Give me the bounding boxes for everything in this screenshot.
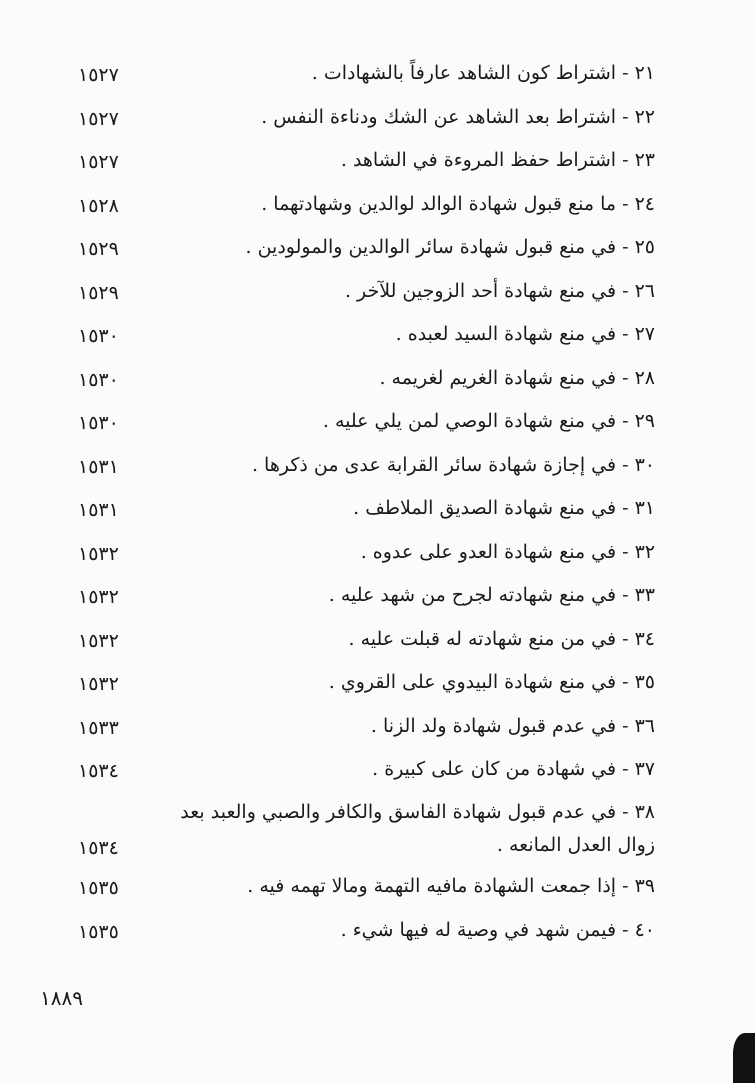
toc-entry <box>0 624 755 664</box>
entry-page-number: ١٥٣٤ <box>78 760 119 782</box>
toc-entry <box>0 797 755 879</box>
toc-entry <box>0 102 755 142</box>
entry-page-number: ١٥٣٢ <box>78 543 119 565</box>
entry-title: ٣٨ - في عدم قبول شهادة الفاسق والكافر والصبي والعبد بعد زوال العدل المانعه . <box>180 801 655 856</box>
entry-title: ٣٥ - في منع شهادة البيدوي على القروي . <box>328 671 655 693</box>
entry-title: ٢٧ - في منع شهادة السيد لعبده . <box>395 323 655 345</box>
entry-page-number: ١٥٣٢ <box>78 673 119 695</box>
entry-page-number: ١٥٢٧ <box>78 151 119 173</box>
entry-page-number: ١٥٢٩ <box>78 282 119 304</box>
toc-entry <box>0 189 755 229</box>
folio-page-number: ١٨٨٩ <box>40 986 83 1010</box>
entry-title: ٣٦ - في عدم قبول شهادة ولد الزنا . <box>370 715 655 737</box>
toc-entry <box>0 580 755 620</box>
entry-page-number: ١٥٣٥ <box>78 877 119 899</box>
toc-entry <box>0 667 755 707</box>
toc-entry <box>0 232 755 272</box>
toc-entry <box>0 754 755 794</box>
entry-title: ٣٣ - في منع شهادته لجرح من شهد عليه . <box>328 584 655 606</box>
toc-entry <box>0 493 755 533</box>
entry-page-number: ١٥٣٥ <box>78 921 119 943</box>
entry-page-number: ١٥٣٢ <box>78 586 119 608</box>
toc-entry <box>0 537 755 577</box>
toc-entry <box>0 406 755 446</box>
entry-title: ٢٣ - اشتراط حفظ المروءة في الشاهد . <box>340 149 655 171</box>
entry-title: ٢٥ - في منع قبول شهادة سائر الوالدين والمولودين . <box>245 236 655 258</box>
entry-title: ٣٩ - إذا جمعت الشهادة مافيه التهمة ومالا تهمه فيه . <box>247 875 655 897</box>
entry-title: ٢١ - اشتراط كون الشاهد عارفاً بالشهادات . <box>311 62 655 84</box>
entry-page-number: ١٥٣٠ <box>78 369 119 391</box>
toc-entry <box>0 58 755 98</box>
toc-entry <box>0 871 755 911</box>
toc-entry <box>0 450 755 490</box>
entry-page-number: ١٥٣٠ <box>78 325 119 347</box>
entry-page-number: ١٥٣٢ <box>78 630 119 652</box>
entry-title: ٣٤ - في من منع شهادته له قبلت عليه . <box>348 628 655 650</box>
toc-entry <box>0 276 755 316</box>
toc-entry <box>0 145 755 185</box>
entry-title: ٣٢ - في منع شهادة العدو على عدوه . <box>360 541 655 563</box>
entry-title: ٤٠ - فيمن شهد في وصية له فيها شيء . <box>340 919 655 941</box>
entry-page-number: ١٥٣٤ <box>78 837 119 859</box>
entry-page-number: ١٥٣٠ <box>78 412 119 434</box>
entry-page-number: ١٥٢٩ <box>78 238 119 260</box>
entry-title: ٢٦ - في منع شهادة أحد الزوجين للآخر . <box>344 280 655 302</box>
toc-entry <box>0 319 755 359</box>
scan-corner-shadow <box>733 1033 755 1083</box>
entry-title: ٢٩ - في منع شهادة الوصي لمن يلي عليه . <box>322 410 655 432</box>
entry-title: ٢٤ - ما منع قبول شهادة الوالد لوالدين وشهادتهما . <box>261 193 655 215</box>
entry-page-number: ١٥٢٧ <box>78 108 119 130</box>
entry-page-number: ١٥٣١ <box>78 499 119 521</box>
entry-page-number: ١٥٢٨ <box>78 195 119 217</box>
entry-title: ٣٠ - في إجازة شهادة سائر القرابة عدى من ذكرها . <box>251 454 655 476</box>
entry-page-number: ١٥٣٣ <box>78 717 119 739</box>
entry-title: ٣٧ - في شهادة من كان على كبيرة . <box>372 758 655 780</box>
entry-title: ٢٨ - في منع شهادة الغريم لغريمه . <box>379 367 655 389</box>
entry-page-number: ١٥٣١ <box>78 456 119 478</box>
toc-entry <box>0 711 755 751</box>
entry-page-number: ١٥٢٧ <box>78 64 119 86</box>
toc-entry <box>0 363 755 403</box>
entry-title: ٣١ - في منع شهادة الصديق الملاطف . <box>353 497 655 519</box>
entry-title: ٢٢ - اشتراط بعد الشاهد عن الشك ودناءة النفس . <box>261 106 655 128</box>
toc-entry <box>0 915 755 955</box>
